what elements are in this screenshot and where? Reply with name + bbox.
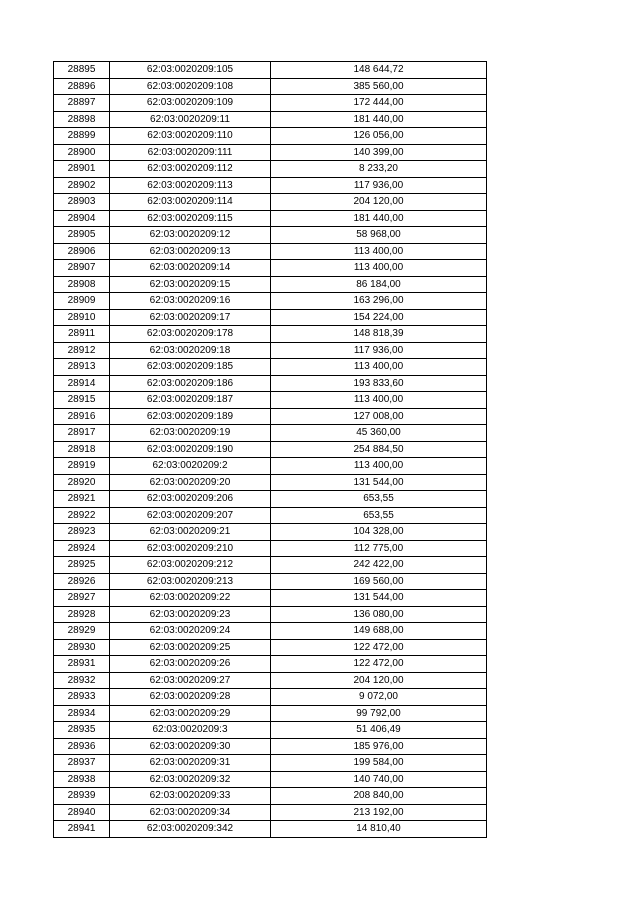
row-number-cell: 28918 <box>54 441 110 458</box>
cadastral-value-cell: 172 444,00 <box>271 95 487 112</box>
cadastral-value-cell: 140 740,00 <box>271 771 487 788</box>
cadastral-value-cell: 86 184,00 <box>271 276 487 293</box>
row-number-cell: 28899 <box>54 128 110 145</box>
row-number-cell: 28912 <box>54 342 110 359</box>
table-row <box>54 62 487 79</box>
cadastral-number-cell: 62:03:0020209:22 <box>110 590 271 607</box>
cadastral-value-cell: 653,55 <box>271 507 487 524</box>
row-number-cell: 28895 <box>54 62 110 79</box>
cadastral-number-cell: 62:03:0020209:189 <box>110 408 271 425</box>
row-number-cell: 28903 <box>54 194 110 211</box>
cadastral-value-cell: 99 792,00 <box>271 705 487 722</box>
cadastral-value-cell: 193 833,60 <box>271 375 487 392</box>
table-row <box>54 524 487 541</box>
cadastral-number-cell: 62:03:0020209:26 <box>110 656 271 673</box>
table-row <box>54 276 487 293</box>
cadastral-number-cell: 62:03:0020209:187 <box>110 392 271 409</box>
cadastral-value-cell: 181 440,00 <box>271 210 487 227</box>
cadastral-number-cell: 62:03:0020209:186 <box>110 375 271 392</box>
table-row <box>54 590 487 607</box>
cadastral-value-cell: 181 440,00 <box>271 111 487 128</box>
cadastral-number-cell: 62:03:0020209:212 <box>110 557 271 574</box>
table-row <box>54 771 487 788</box>
row-number-cell: 28936 <box>54 738 110 755</box>
table-row <box>54 227 487 244</box>
table-row <box>54 243 487 260</box>
table-row <box>54 441 487 458</box>
cadastral-number-cell: 62:03:0020209:24 <box>110 623 271 640</box>
cadastral-number-cell: 62:03:0020209:30 <box>110 738 271 755</box>
row-number-cell: 28909 <box>54 293 110 310</box>
row-number-cell: 28931 <box>54 656 110 673</box>
cadastral-number-cell: 62:03:0020209:15 <box>110 276 271 293</box>
table-row <box>54 507 487 524</box>
cadastral-number-cell: 62:03:0020209:32 <box>110 771 271 788</box>
table-row <box>54 293 487 310</box>
cadastral-number-cell: 62:03:0020209:110 <box>110 128 271 145</box>
row-number-cell: 28913 <box>54 359 110 376</box>
cadastral-number-cell: 62:03:0020209:210 <box>110 540 271 557</box>
table-row <box>54 309 487 326</box>
cadastral-value-cell: 113 400,00 <box>271 359 487 376</box>
cadastral-number-cell: 62:03:0020209:206 <box>110 491 271 508</box>
row-number-cell: 28924 <box>54 540 110 557</box>
row-number-cell: 28910 <box>54 309 110 326</box>
cadastral-value-cell: 127 008,00 <box>271 408 487 425</box>
table-row <box>54 656 487 673</box>
cadastral-value-cell: 9 072,00 <box>271 689 487 706</box>
row-number-cell: 28928 <box>54 606 110 623</box>
row-number-cell: 28908 <box>54 276 110 293</box>
table-row <box>54 639 487 656</box>
row-number-cell: 28900 <box>54 144 110 161</box>
cadastral-value-cell: 122 472,00 <box>271 656 487 673</box>
table-row <box>54 144 487 161</box>
cadastral-value-cell: 140 399,00 <box>271 144 487 161</box>
table-row <box>54 128 487 145</box>
cadastral-number-cell: 62:03:0020209:112 <box>110 161 271 178</box>
cadastral-number-cell: 62:03:0020209:18 <box>110 342 271 359</box>
table-row <box>54 672 487 689</box>
cadastral-number-cell: 62:03:0020209:29 <box>110 705 271 722</box>
cadastral-value-cell: 204 120,00 <box>271 672 487 689</box>
cadastral-number-cell: 62:03:0020209:11 <box>110 111 271 128</box>
row-number-cell: 28902 <box>54 177 110 194</box>
table-row <box>54 425 487 442</box>
cadastral-number-cell: 62:03:0020209:115 <box>110 210 271 227</box>
cadastral-value-cell: 117 936,00 <box>271 177 487 194</box>
row-number-cell: 28930 <box>54 639 110 656</box>
cadastral-value-cell: 254 884,50 <box>271 441 487 458</box>
cadastral-value-cell: 148 818,39 <box>271 326 487 343</box>
cadastral-number-cell: 62:03:0020209:109 <box>110 95 271 112</box>
cadastral-value-cell: 169 560,00 <box>271 573 487 590</box>
row-number-cell: 28904 <box>54 210 110 227</box>
table-row <box>54 689 487 706</box>
cadastral-value-cell: 113 400,00 <box>271 458 487 475</box>
cadastral-value-cell: 45 360,00 <box>271 425 487 442</box>
cadastral-number-cell: 62:03:0020209:178 <box>110 326 271 343</box>
cadastral-number-cell: 62:03:0020209:3 <box>110 722 271 739</box>
cadastral-value-cell: 113 400,00 <box>271 260 487 277</box>
cadastral-number-cell: 62:03:0020209:13 <box>110 243 271 260</box>
cadastral-number-cell: 62:03:0020209:25 <box>110 639 271 656</box>
row-number-cell: 28939 <box>54 788 110 805</box>
cadastral-value-cell: 112 775,00 <box>271 540 487 557</box>
table-row <box>54 573 487 590</box>
table-row <box>54 804 487 821</box>
cadastral-number-cell: 62:03:0020209:34 <box>110 804 271 821</box>
table-row <box>54 408 487 425</box>
cadastral-value-cell: 113 400,00 <box>271 392 487 409</box>
row-number-cell: 28914 <box>54 375 110 392</box>
row-number-cell: 28926 <box>54 573 110 590</box>
cadastral-number-cell: 62:03:0020209:113 <box>110 177 271 194</box>
table-row <box>54 161 487 178</box>
cadastral-value-cell: 653,55 <box>271 491 487 508</box>
row-number-cell: 28916 <box>54 408 110 425</box>
row-number-cell: 28941 <box>54 821 110 838</box>
cadastral-value-cell: 58 968,00 <box>271 227 487 244</box>
row-number-cell: 28937 <box>54 755 110 772</box>
row-number-cell: 28935 <box>54 722 110 739</box>
cadastral-value-cell: 8 233,20 <box>271 161 487 178</box>
row-number-cell: 28906 <box>54 243 110 260</box>
cadastral-value-cell: 185 976,00 <box>271 738 487 755</box>
cadastral-number-cell: 62:03:0020209:14 <box>110 260 271 277</box>
table-row <box>54 342 487 359</box>
row-number-cell: 28940 <box>54 804 110 821</box>
cadastral-value-cell: 154 224,00 <box>271 309 487 326</box>
cadastral-number-cell: 62:03:0020209:190 <box>110 441 271 458</box>
row-number-cell: 28920 <box>54 474 110 491</box>
table-row <box>54 326 487 343</box>
table-row <box>54 111 487 128</box>
cadastral-value-cell: 131 544,00 <box>271 590 487 607</box>
table-row <box>54 392 487 409</box>
cadastral-number-cell: 62:03:0020209:213 <box>110 573 271 590</box>
cadastral-number-cell: 62:03:0020209:17 <box>110 309 271 326</box>
cadastral-number-cell: 62:03:0020209:16 <box>110 293 271 310</box>
cadastral-value-cell: 148 644,72 <box>271 62 487 79</box>
table-row <box>54 491 487 508</box>
cadastral-value-cell: 122 472,00 <box>271 639 487 656</box>
cadastral-number-cell: 62:03:0020209:111 <box>110 144 271 161</box>
table-row <box>54 755 487 772</box>
row-number-cell: 28907 <box>54 260 110 277</box>
row-number-cell: 28934 <box>54 705 110 722</box>
cadastral-number-cell: 62:03:0020209:207 <box>110 507 271 524</box>
cadastral-value-cell: 51 406,49 <box>271 722 487 739</box>
row-number-cell: 28922 <box>54 507 110 524</box>
cadastral-number-cell: 62:03:0020209:19 <box>110 425 271 442</box>
row-number-cell: 28896 <box>54 78 110 95</box>
table-row <box>54 788 487 805</box>
row-number-cell: 28925 <box>54 557 110 574</box>
cadastral-value-cell: 208 840,00 <box>271 788 487 805</box>
row-number-cell: 28923 <box>54 524 110 541</box>
cadastral-number-cell: 62:03:0020209:21 <box>110 524 271 541</box>
cadastral-value-cell: 126 056,00 <box>271 128 487 145</box>
table-body <box>54 62 487 838</box>
cadastral-value-table <box>53 61 487 838</box>
row-number-cell: 28897 <box>54 95 110 112</box>
cadastral-value-cell: 104 328,00 <box>271 524 487 541</box>
cadastral-number-cell: 62:03:0020209:342 <box>110 821 271 838</box>
table-row <box>54 557 487 574</box>
table-row <box>54 474 487 491</box>
cadastral-value-cell: 204 120,00 <box>271 194 487 211</box>
cadastral-number-cell: 62:03:0020209:108 <box>110 78 271 95</box>
table-row <box>54 458 487 475</box>
cadastral-value-cell: 117 936,00 <box>271 342 487 359</box>
cadastral-value-cell: 149 688,00 <box>271 623 487 640</box>
table-row <box>54 194 487 211</box>
table-row <box>54 260 487 277</box>
table-row <box>54 375 487 392</box>
table-row <box>54 821 487 838</box>
row-number-cell: 28933 <box>54 689 110 706</box>
table-row <box>54 177 487 194</box>
table-row <box>54 738 487 755</box>
row-number-cell: 28898 <box>54 111 110 128</box>
cadastral-value-cell: 242 422,00 <box>271 557 487 574</box>
table-row <box>54 78 487 95</box>
cadastral-value-cell: 199 584,00 <box>271 755 487 772</box>
cadastral-number-cell: 62:03:0020209:33 <box>110 788 271 805</box>
cadastral-number-cell: 62:03:0020209:105 <box>110 62 271 79</box>
cadastral-value-cell: 163 296,00 <box>271 293 487 310</box>
table-row <box>54 705 487 722</box>
cadastral-number-cell: 62:03:0020209:23 <box>110 606 271 623</box>
row-number-cell: 28905 <box>54 227 110 244</box>
cadastral-number-cell: 62:03:0020209:2 <box>110 458 271 475</box>
cadastral-number-cell: 62:03:0020209:185 <box>110 359 271 376</box>
cadastral-number-cell: 62:03:0020209:12 <box>110 227 271 244</box>
cadastral-value-cell: 113 400,00 <box>271 243 487 260</box>
cadastral-number-cell: 62:03:0020209:28 <box>110 689 271 706</box>
row-number-cell: 28938 <box>54 771 110 788</box>
row-number-cell: 28911 <box>54 326 110 343</box>
table-row <box>54 623 487 640</box>
row-number-cell: 28901 <box>54 161 110 178</box>
row-number-cell: 28919 <box>54 458 110 475</box>
cadastral-value-cell: 385 560,00 <box>271 78 487 95</box>
row-number-cell: 28929 <box>54 623 110 640</box>
cadastral-value-cell: 213 192,00 <box>271 804 487 821</box>
cadastral-value-cell: 136 080,00 <box>271 606 487 623</box>
cadastral-value-cell: 14 810,40 <box>271 821 487 838</box>
cadastral-number-cell: 62:03:0020209:114 <box>110 194 271 211</box>
table-row <box>54 722 487 739</box>
row-number-cell: 28921 <box>54 491 110 508</box>
cadastral-number-cell: 62:03:0020209:20 <box>110 474 271 491</box>
table-row <box>54 210 487 227</box>
table-row <box>54 540 487 557</box>
cadastral-value-cell: 131 544,00 <box>271 474 487 491</box>
table-row <box>54 95 487 112</box>
row-number-cell: 28932 <box>54 672 110 689</box>
cadastral-number-cell: 62:03:0020209:27 <box>110 672 271 689</box>
table-row <box>54 606 487 623</box>
row-number-cell: 28927 <box>54 590 110 607</box>
table-row <box>54 359 487 376</box>
row-number-cell: 28915 <box>54 392 110 409</box>
cadastral-number-cell: 62:03:0020209:31 <box>110 755 271 772</box>
row-number-cell: 28917 <box>54 425 110 442</box>
